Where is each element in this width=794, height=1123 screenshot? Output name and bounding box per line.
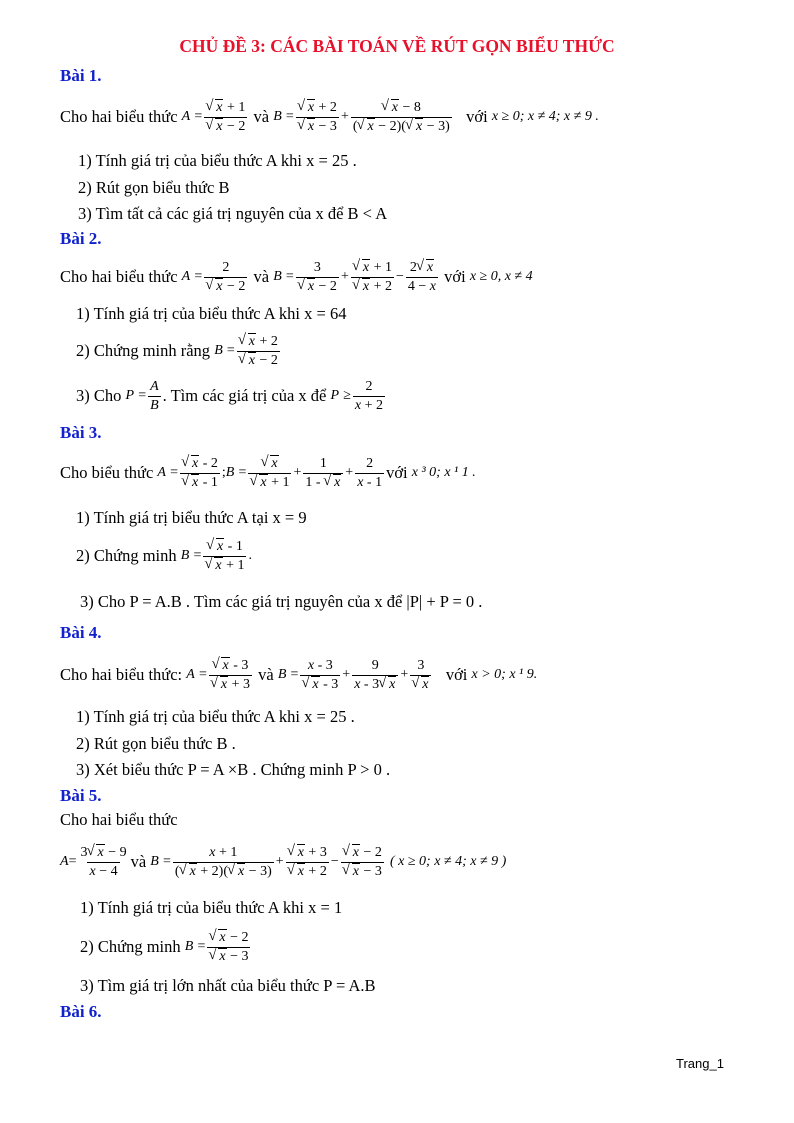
bai5-item-2-text: 2) Chứng minh xyxy=(80,937,181,956)
page-number: Trang_1 xyxy=(676,1056,724,1071)
bai5-item-1: 1) Tính giá trị của biểu thức A khi x = 1 xyxy=(80,898,343,917)
formula-a2: 2 √ x − 2 xyxy=(204,260,247,295)
bai4-item-2: 2) Rút gọn biểu thức B . xyxy=(76,734,236,753)
bai2-item-3-text-b: . Tìm các giá trị của x để xyxy=(162,386,327,405)
formula-a1: √ x + 1 √ x − 2 xyxy=(204,100,247,135)
formula-b5-part2: √ x + 3 √ x + 2 xyxy=(286,845,329,880)
bai3-intro: Cho biểu thức xyxy=(60,463,154,482)
bai2-item-2: 2) Chứng minh rằng B = √ x + 2 √ x − 2 xyxy=(76,331,282,371)
bai3-condition: x ³ 0; x ¹ 1 . xyxy=(411,465,476,480)
formula-a3: √ x - 2 √ x - 1 xyxy=(180,456,220,491)
bai4-statement: Cho hai biểu thức: A = √ x - 3 √ x + 3 và B = x - 3 √ x - 3 + $\frac{9}{x - 3√ x}$ + 3 √ x với x > 0; x ¹ 9. xyxy=(60,651,537,699)
bai2-heading: Bài 2. xyxy=(60,229,102,248)
bai1-item-2: 2) Rút gọn biểu thức B xyxy=(78,178,230,197)
page-title: CHỦ ĐỀ 3: CÁC BÀI TOÁN VỀ RÚT GỌN BIỂU THỨC xyxy=(179,36,615,56)
bai3-cond-prefix: với xyxy=(386,463,408,482)
bai2-item-3: 3) Cho P = $\frac{A}{B}$ . Tìm các giá trị của x để P ≥ $\frac{2}{x + 2}$ xyxy=(76,378,383,413)
bai1-statement: Cho hai biểu thức A = √ x + 1 √ x − 2 và B = √ x + 2 √ x − 3 + √ $\frac{x - 8}{(√ x - 2)(√ x - 3)}$ với x ≥ 0; x ≠ 4; x ≠ 9 . xyxy=(60,92,599,142)
bai5-condition: ( x ≥ 0; x ≠ 4; x ≠ 9 ) xyxy=(389,854,507,869)
bai1-heading: Bài 1. xyxy=(60,66,102,85)
formula-b1-part2: √ $\frac{x - 8}{(√ x - 2)(√ x - 3)}$ xyxy=(351,100,452,135)
formula-b3-result: √ x - 1 √ x + 1 xyxy=(203,539,246,574)
formula-p2: $\frac{A}{B}$ xyxy=(150,378,159,413)
bai5-item-2: 2) Chứng minh B = √ x − 2 √ x − 3 xyxy=(80,924,252,970)
bai5-heading: Bài 5. xyxy=(60,786,102,805)
bai3-item-1: 1) Tính giá trị biểu thức A tại x = 9 xyxy=(76,508,307,527)
formula-b5-part3: √ x − 2 √ x − 3 xyxy=(341,845,384,880)
bai2-intro: Cho hai biểu thức xyxy=(60,267,178,286)
formula-b3-part1: √ x √ x + 1 xyxy=(248,456,291,491)
formula-b4-part1: x - 3 √ x - 3 xyxy=(300,658,340,693)
formula-b1-part1: √ x + 2 √ x − 3 xyxy=(296,100,339,135)
bai1-condition: x ≥ 0; x ≠ 4; x ≠ 9 . xyxy=(491,109,599,124)
bai1-item-3: 3) Tìm tất cả các giá trị nguyên của x để B < A xyxy=(78,204,388,223)
bai5-intro: Cho hai biểu thức xyxy=(60,810,178,829)
formula-p2-bound: $\frac{2}{x + 2}$ xyxy=(354,378,383,413)
bai2-statement: Cho hai biểu thức A = 2 √ x − 2 và B = 3 √ x − 2 + √ x + 1 √ x + 2 − $\frac{2√ x}{4 - x}$ với x ≥ 0, x ≠ 4 xyxy=(60,254,533,300)
bai4-conj: và xyxy=(258,665,274,684)
bai3-item-2-text: 2) Chứng minh xyxy=(76,546,177,565)
bai1-intro: Cho hai biểu thức xyxy=(60,107,178,126)
formula-b2-part1: 3 √ x − 2 xyxy=(296,260,339,295)
formula-b2-result: √ x + 2 √ x − 2 xyxy=(237,334,280,369)
bai4-item-3: 3) Xét biểu thức P = A ×B . Chứng minh P > 0 . xyxy=(76,760,391,779)
formula-b2-part2: √ x + 1 √ x + 2 xyxy=(351,260,394,295)
bai2-cond-prefix: với xyxy=(444,267,466,286)
formula-b2-part3: $\frac{2√ x}{4 - x}$ xyxy=(406,260,438,295)
bai4-cond-prefix: với xyxy=(445,665,468,684)
bai2-item-1: 1) Tính giá trị của biểu thức A khi x = 64 xyxy=(76,304,347,323)
bai4-condition: x > 0; x ¹ 9. xyxy=(471,667,538,682)
formula-b5-result: √ x − 2 √ x − 3 xyxy=(207,930,250,965)
formula-b4-part3: 3 √ x xyxy=(410,658,431,693)
bai2-condition: x ≥ 0, x ≠ 4 xyxy=(469,269,533,284)
formula-b5-part1: $\frac{x + 1}{(√ x + 2)(√ x - 3)}$ xyxy=(173,845,274,880)
bai2-item-2-text: 2) Chứng minh rằng xyxy=(76,341,211,360)
formula-b3-part3: $\frac{2}{x - 1}$ xyxy=(357,455,383,490)
bai3-statement: Cho biểu thức A = √ x - 2 √ x - 1 ; B = √ x √ x + 1 + $\frac{1}{1 - √ x}$ + $\frac{2}{x - 1}$ với x ³ 0; x ¹ 1 . xyxy=(60,448,476,498)
formula-a4: √ x - 3 √ x + 3 xyxy=(209,658,252,693)
bai1-conj: và xyxy=(253,107,270,126)
formula-b4-part2: $\frac{9}{x - 3√ x}$ xyxy=(352,658,398,693)
bai1-item-1: 1) Tính giá trị của biểu thức A khi x = 25 . xyxy=(78,151,357,170)
formula-b3-part2: $\frac{1}{1 - √ x}$ xyxy=(303,456,343,491)
bai3-item-2: 2) Chứng minh B = √ x - 1 √ x + 1 . xyxy=(76,532,252,580)
bai5-conj: và xyxy=(130,852,147,871)
bai2-item-3-text-a: 3) Cho xyxy=(76,386,122,405)
bai2-conj: và xyxy=(253,267,270,286)
bai4-item-1: 1) Tính giá trị của biểu thức A khi x = 25 . xyxy=(76,707,355,726)
bai5-statement: A = $\frac{3√ x - 9}{x - 4}$ và B = $\frac{x + 1}{(√ x + 2)(√ x - 3)}$ + √ x + 3 √ x + 2 − √ x − 2 √ x − 3 ( x ≥ 0; x ≠ 4; x ≠ 9 ) xyxy=(60,836,506,888)
bai5-item-3: 3) Tìm giá trị lớn nhất của biểu thức P = A.B xyxy=(80,976,376,995)
bai4-heading: Bài 4. xyxy=(60,623,102,642)
bai3-item-3: 3) Cho P = A.B . Tìm các giá trị nguyên của x để |P| + P = 0 . xyxy=(80,592,483,611)
formula-a5: $\frac{3√ x - 9}{x - 4}$ xyxy=(78,845,128,880)
bai4-intro: Cho hai biểu thức: xyxy=(60,665,183,684)
bai3-heading: Bài 3. xyxy=(60,423,102,442)
bai6-heading: Bài 6. xyxy=(60,1002,102,1021)
bai1-cond-prefix: với xyxy=(466,107,488,126)
